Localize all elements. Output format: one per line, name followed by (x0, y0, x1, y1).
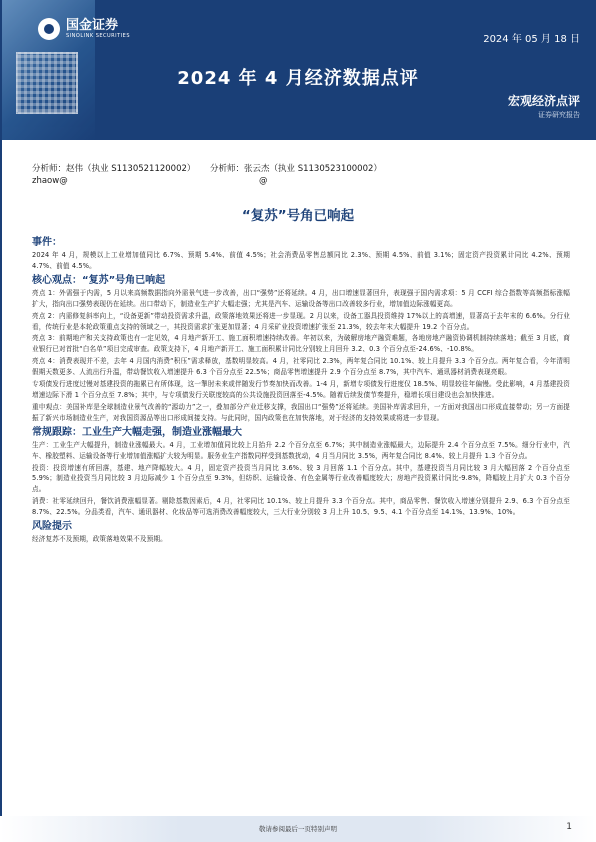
core-paragraph-2: 亮点 2：内需修复斜率向上，“设备更新”带动投资需求升温，政策落地效果还将进一步显现。2 月以来，设备工器具投资维持 17%以上的高增速，显著高于去年末的 6.6%。分行业看，传统行业是本轮政策重点支持的领域之一，其投资需求扩张更加显著；4 月采矿业投资增速扩张至 21.3%，较去年末大幅提升 19.2 个百分点。 (32, 311, 570, 331)
logo-name-en: SINOLINK SECURITIES (66, 33, 130, 39)
event-paragraph: 2024 年 4 月，规模以上工业增加值同比 6.7%、预期 5.4%、前值 4.5%；社会消费品零售总额同比 2.3%、预期 4.5%、前值 3.1%；固定资产投资累计同比 4.2%、预期 4.7%、前值 4.5%。 (32, 251, 570, 270)
company-logo (38, 18, 130, 40)
page-footer (0, 816, 596, 842)
tracking-paragraph-investment: 投资：投资增速有所回落，基建、地产降幅较大。4 月，固定资产投资当月同比 3.6%、较 3 月回落 1.1 个百分点。其中，基建投资当月同比较 3 月大幅回落 2 个百分点至 5.9%；制造业投资当月同比较 3 月边际减少 1 个百分点至 9.3%，但纺织、运输设备、有色金属等行业改善幅度较大；房地产投资累计同比-9.8%，降幅较上月扩大 0.3 个百分点。 (32, 463, 570, 494)
tracking-paragraph-consumption: 消费：社零延续回升，餐饮消费涨幅显著。剔除基数因素后，4 月，社零同比 10.1%、较上月提升 3.3 个百分点。其中，商品零售、餐饮收入增速分别提升 2.9、6.3 个百分点至 8.7%、22.5%。分品类看，汽车、通讯器材、化妆品等可选消费改善幅度较大，三大行业分别较 3 月上升 10.5、9.5、4.1 个百分点至 14.1%、13.9%、10%。 (32, 497, 570, 517)
analyst-1: 分析师：赵伟（执业 S1130521120002） (32, 164, 196, 174)
core-paragraph-6: 重申观点：美国补库是全球制造业景气改善的“源动力”之一，叠加部分产业迁移支撑，我国出口“强势”还将延续。美国补库需求回升，一方面对我国出口形成直接带动；另一方面提振了新兴市场制造业生产，对我国资源品等出口形成间接支持。与此同时，国内政策也在加快落地，对于经济的支持效果或将进一步显现。 (32, 402, 570, 422)
analyst-1-email[interactable]: zhaow@ (32, 176, 68, 186)
logo-icon (38, 18, 60, 40)
section-title-risk: 风险提示 (32, 521, 72, 533)
page-number: 1 (566, 822, 572, 832)
core-paragraph-1: 亮点 1：外需强于内需，5 月以来高频数据指向外需景气进一步改善，出口“强势”还将延续。4 月，出口增速显著回升，表现强于国内需求项：5 月 CCFI 综合指数等高频指标涨幅扩大，指向出口强势表现仍在延续。出口带动下，制造业生产扩大幅走强；尤其是汽车、运输设备等出口改善较多行业，增加值边际涨幅更高。 (32, 288, 570, 308)
section-title-core: 核心观点：“复苏”号角已响起 (32, 274, 166, 286)
tracking-paragraph-production: 生产：工业生产大幅提升，制造业涨幅最大。4 月，工业增加值同比较上月抬升 2.2 个百分点至 6.7%；其中制造业涨幅最大，边际提升 2.4 个百分点至 7.5%。细分行业中，汽车、橡胶塑料、运输设备等行业增加值涨幅扩大较为明显。服务业生产指数同样受到基数扰动，4 月当月同比 3.5%，两年复合同比 8.4%、较上月提升 1.3 个百分点。 (32, 440, 570, 460)
report-headline: “复苏”号角已响起 (241, 208, 355, 224)
section-title-tracking: 常规跟踪：工业生产大幅走强，制造业涨幅最大 (32, 426, 242, 438)
core-paragraph-4: 亮点 4：消费表现并不差，去年 4 月国内消费“积压”需求释放，基数明显较高。4 月，社零同比 2.3%，两年复合同比 10.1%、较上月提升 3.3 个百分点。两年复合看，今年清明假期天数更多、人流出行升温，带动餐饮收入增速提升 6.3 个百分点至 22.5%；商品零售增速提升 2.9 个百分点至 8.7%，其中汽车、通讯器材消费表现亮眼。 (32, 357, 570, 377)
logo-name-cn: 国金证券 (66, 18, 119, 33)
section-title-event: 事件： (32, 237, 62, 248)
report-date: 2024 年 05 月 18 日 (483, 34, 580, 45)
report-body (32, 234, 570, 546)
analyst-2-email[interactable]: @ (259, 176, 268, 186)
report-subtype: 证券研究报告 (538, 111, 580, 119)
analyst-2: 分析师：张云杰（执业 S1130523100002） (210, 164, 382, 174)
risk-paragraph: 经济复苏不及预期，政策落地效果不及预期。 (32, 535, 167, 544)
report-type: 宏观经济点评 (507, 94, 580, 108)
footer-disclaimer: 敬请参阅最后一页特别声明 (259, 825, 337, 833)
report-header (0, 0, 596, 140)
report-title: 2024 年 4 月经济数据点评 (177, 68, 419, 89)
core-paragraph-3: 亮点 3：前期地产和关支持政策也有一定见效，4 月地产新开工、施工面积增速持续改善。年初以来，为破解房地产融资难题，各地房地产融资协调机制持续落地；截至 3 月底，商业银行已对首批“白名单”项目完成审查。政策支持下，4 月地产新开工、施工面积累计同比分别较上月回升 3.2、0.3 个百分点至-24.6%、-10.8%。 (32, 334, 570, 354)
core-paragraph-5: 专项债发行进度过慢对基建投资的拖累已有所体现，这一掣肘未来或伴随发行节奏加快而改善。1-4 月，新增专项债发行进度仅 18.5%、明显较往年偏慢。受此影响，4 月基建投资增速边际下滑 1 个百分点至 7.8%；其中，与专项债发行关联度较高的公共设施投资回落至-4.5%。随着后续发债节奏提升，稳增长项目建设也会加快推进。 (32, 380, 570, 399)
